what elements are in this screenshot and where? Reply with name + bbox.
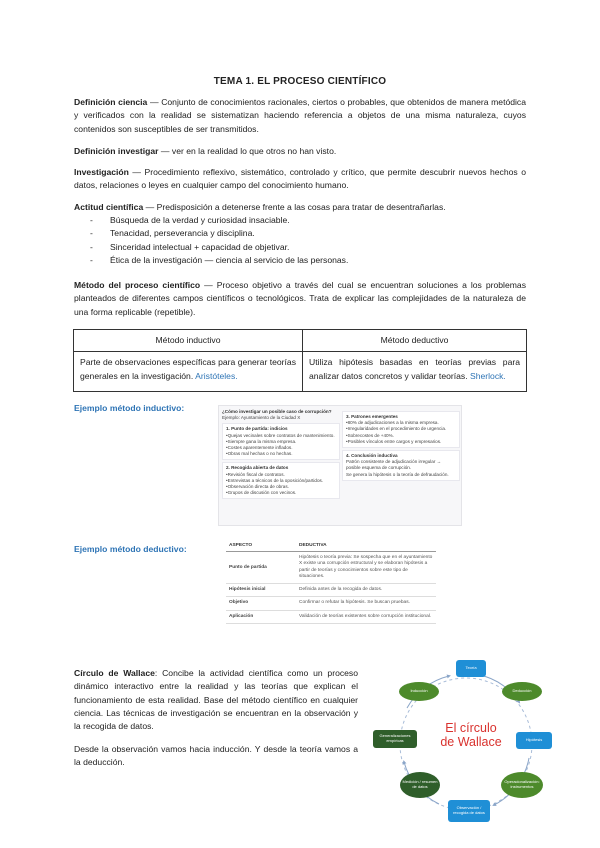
step-item: •Sobrecostes de +40%. (346, 432, 394, 438)
inductive-method-text: Parte de observaciones específicas para generar teorías generales en la investigación. (80, 357, 296, 381)
scientific-method-text: — Proceso objetivo a través del cual se encuentran soluciones a los problemas planteados de diferentes campos científicos o tecnológicos. Trata de explicar las complejidades de la naturaleza de una forma replicable (repetible). (74, 280, 526, 317)
table-row (226, 610, 436, 623)
methods-table (73, 329, 527, 392)
step-item: •Siempre gana la misma empresa. (226, 438, 297, 444)
deductive-method-cell (303, 352, 527, 392)
step-title: 3. Patrones emergentes (346, 414, 398, 419)
wallace-node-theory: Teoría (456, 660, 486, 677)
wallace-circle-paragraph (74, 667, 358, 734)
wallace-title-line1: El círculo (445, 721, 497, 735)
table-row (226, 552, 436, 584)
step-title: 2. Recogida abierta de datos (226, 465, 289, 471)
row-value: Confirmar o refutar la hipótesis. Se buscan pruebas. (296, 597, 436, 610)
row-key: Objetivo (226, 597, 296, 610)
aspect-header: ASPECTO (226, 541, 296, 552)
inductive-left-column (222, 409, 340, 499)
wallace-circle-diagram (369, 652, 559, 837)
inductive-subtitle: Ejemplo: Ayuntamiento de la Ciudad X (222, 415, 301, 421)
row-key: Hipótesis inicial (226, 584, 296, 597)
step-item: Patrón consistente de adjudicación irregular → posible esquema de corrupción. (346, 459, 442, 471)
wallace-node-operationalization: Operacionalización: instrumentos (501, 772, 543, 798)
step-item: •Revisión fiscal de contratos. (226, 471, 285, 477)
inductive-step-card (222, 462, 340, 499)
wallace-node-measurement: Medición / resumen de datos (400, 772, 440, 798)
wallace-title (431, 722, 511, 750)
scientific-attitude-term: Actitud científica (74, 202, 144, 212)
list-item: - Ética de la investigación — ciencia al servicio de las personas. (90, 254, 520, 267)
scientific-method (74, 279, 526, 319)
wallace-circle-text: : Concibe la actividad científica como un proceso dinámico interactivo entre la realidad y las teorías que explican el funcionamiento de esta realidad. Base del método científico en cualquier ciencia. Las técnicas de investigación se encuentran en la observación y la recogida de datos. (74, 668, 358, 732)
inductive-example-image (218, 405, 462, 526)
step-title: 1. Punto de partida: indicios (226, 426, 288, 432)
definition-investigate-text: — ver en la realidad lo que otros no han visto. (158, 146, 337, 156)
wallace-node-induction: Inducción (399, 682, 439, 701)
inductive-question: ¿Cómo investigar un posible caso de corrupción? (222, 409, 332, 414)
wallace-circle-term: Círculo de Wallace (74, 668, 155, 678)
definition-science-text: — Conjunto de conocimientos racionales, ciertos o probables, que obtenidos de manera metódica y verificados con la realidad se sistematizan haciendo referencia a objetos de una misma naturaleza, cuyos contenidos son susceptibles de ser transmitidos. (74, 97, 527, 134)
step-item: •Costes aparentemente inflados. (226, 444, 293, 450)
definition-research-text: — Procedimiento reflexivo, sistemático, controlado y crítico, que permite descubrir nuevos hechos o datos, relaciones o leyes en cualquier campo del conocimiento humano. (74, 167, 526, 191)
step-title: 4. Conclusión inductiva (346, 452, 398, 458)
step-item: •Quejas vecinales sobre contratos de mantenimiento. (226, 432, 335, 438)
step-item: •Observación directa de obras. (226, 483, 289, 489)
inductive-example-label: Ejemplo método inductivo: (74, 403, 185, 413)
row-value: Hipótesis o teoría previa: Se sospecha que en el ayuntamiento X existe una corrupción estructural y se elaboran hipótesis a partir de teorías y conocimientos sobre este tipo de situaciones. (296, 552, 436, 584)
definition-research-term: Investigación (74, 167, 129, 177)
deductive-example-label: Ejemplo método deductivo: (74, 544, 187, 554)
wallace-title-line2: de Wallace (440, 734, 502, 749)
list-item: - Búsqueda de la verdad y curiosidad insaciable. (90, 214, 520, 227)
deductive-method-header: Método deductivo (303, 330, 527, 352)
deductive-example-image (226, 541, 436, 649)
row-key: Aplicación (226, 610, 296, 623)
step-item: •Irregularidades en el procedimiento de urgencia. (346, 426, 447, 432)
step-item: •Entrevistas a técnicos de la oposición/partidos. (226, 477, 324, 483)
step-item: •Grupos de discusión con vecinos. (226, 490, 297, 496)
inductive-step-card (342, 411, 460, 448)
inductive-right-column (342, 409, 460, 481)
list-item: - Sinceridad intelectual + capacidad de objetivar. (90, 241, 520, 254)
definition-science (74, 96, 526, 136)
step-item: •80% de adjudicaciones a la misma empresa. (346, 420, 439, 426)
deductive-method-text: Utiliza hipótesis basadas en teorías previas para analizar datos concretos y validar teorías. (309, 357, 520, 381)
definition-research (74, 166, 526, 193)
table-row (226, 584, 436, 597)
inductive-method-cell (74, 352, 303, 392)
wallace-node-deduction: Deducción (502, 682, 542, 701)
step-item: •Obras mal hechas o no hechas. (226, 451, 293, 457)
inductive-method-author: Aristóteles. (195, 370, 238, 381)
scientific-method-term: Método del proceso científico (74, 280, 201, 290)
inductive-step-card (342, 450, 460, 481)
wallace-node-observation: Observación / recogida de datos (448, 800, 490, 822)
definition-investigate (74, 145, 526, 158)
inductive-method-header: Método inductivo (74, 330, 303, 352)
wallace-node-hypothesis: Hipótesis (516, 732, 552, 749)
deductive-header: DEDUCTIVA (296, 541, 436, 552)
step-item: •Posibles vínculos entre cargos y empresarios. (346, 438, 442, 444)
scientific-attitude-text: — Predisposición a detenerse frente a las cosas para tratar de desentrañarlas. (143, 202, 446, 212)
row-key: Punto de partida (226, 552, 296, 584)
page-title: TEMA 1. EL PROCESO CIENTÍFICO (213, 76, 387, 87)
wallace-summary-paragraph: Desde la observación vamos hacia inducción. Y desde la teoría vamos a la deducción. (74, 744, 358, 768)
wallace-node-generalizations: Generalizaciones empíricas (373, 730, 417, 748)
table-row (226, 597, 436, 610)
scientific-attitude (74, 201, 526, 214)
row-value: Validación de teorías existentes sobre corrupción institucional. (296, 610, 436, 623)
deductive-table (226, 541, 436, 624)
deductive-method-author: Sherlock. (469, 370, 506, 381)
step-item: Se genera la hipótesis o la teoría de defraudación. (346, 471, 449, 477)
attitude-list (90, 214, 520, 267)
definition-investigate-term: Definición investigar (74, 146, 159, 156)
inductive-step-card (222, 423, 340, 460)
row-value: Definida antes de la recogida de datos. (296, 584, 436, 597)
list-item: - Tenacidad, perseverancia y disciplina. (90, 227, 520, 240)
definition-science-term: Definición ciencia (74, 97, 148, 107)
